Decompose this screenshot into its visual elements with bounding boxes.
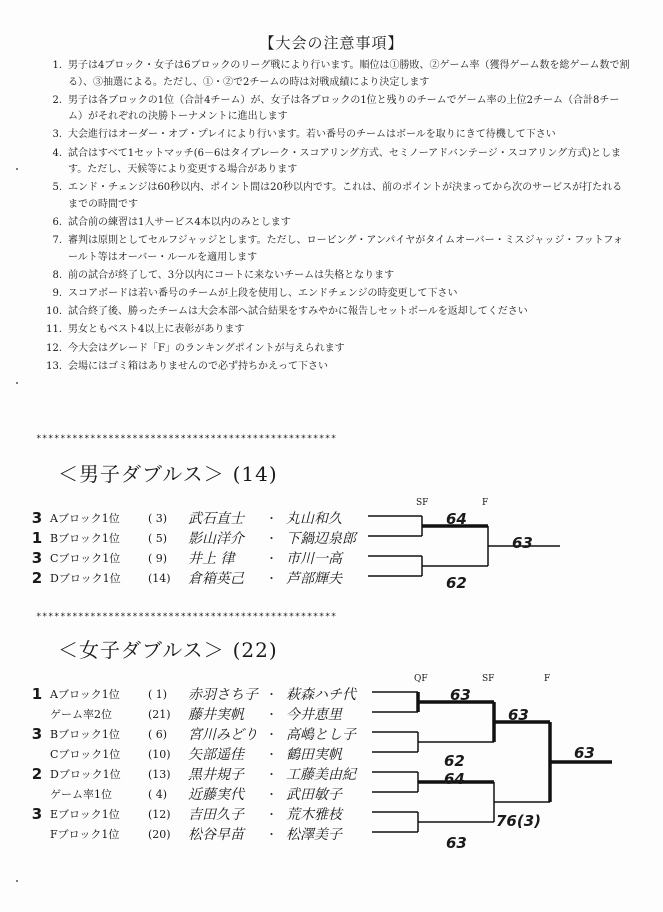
player-name: 下鍋辺泉郎 xyxy=(286,531,356,547)
match-score: 76(3) xyxy=(496,812,542,830)
player-name: 市川一高 xyxy=(286,551,342,567)
scan-speck xyxy=(16,880,18,882)
draw-number: (12) xyxy=(148,807,171,821)
notice-number: 4. xyxy=(52,147,62,159)
player-name: 工藤美由紀 xyxy=(286,767,356,783)
notice-text: 審判は原則としてセルフジャッジとします。ただし、ロービング・アンパイヤがタイムオーバー・ミスジャッジ・フットフォールト等はオーバー・ルールを適用します xyxy=(68,235,623,263)
match-score: 63 xyxy=(512,534,533,552)
match-score: 63 xyxy=(446,834,467,852)
round-label-qf: QF xyxy=(414,674,428,684)
notice-number: 6. xyxy=(52,216,62,228)
match-score: 62 xyxy=(446,574,467,592)
player-name: 鶴田実帆 xyxy=(286,747,342,763)
notice-text: エンド・チェンジは60秒以内、ポイント間は20秒以内です。これは、前のポイントが決まってから次のサービスが打たれるまでの時間です xyxy=(68,182,623,210)
notice-text: スコアボードは若い番号のチームが上段を使用し、エンドチェンジの時変更して下さい xyxy=(68,288,458,299)
seed-mark: 3 xyxy=(31,805,43,823)
mens-title-text: ＜男子ダブルス＞ xyxy=(58,462,225,486)
seed-mark: 2 xyxy=(31,569,43,587)
draw-number: (10) xyxy=(148,747,171,761)
match-score: 63 xyxy=(450,686,471,704)
draw-number: (14) xyxy=(148,571,171,585)
star-divider: ************************************************** xyxy=(36,612,337,622)
round-label-sf: SF xyxy=(482,674,495,684)
player-name: 武田敏子 xyxy=(286,787,342,803)
womens-entry-count: (22) xyxy=(232,638,278,662)
page-title: 【大会の注意事項】 xyxy=(259,34,404,52)
seed-mark: 3 xyxy=(31,509,43,527)
draw-number: ( 3) xyxy=(148,511,168,525)
notice-text: 今大会はグレード「F」のランキングポイントが与えられます xyxy=(68,342,345,354)
womens-title-text: ＜女子ダブルス＞ xyxy=(58,638,225,662)
round-label-sf: SF xyxy=(416,498,429,508)
match-score: 63 xyxy=(508,706,529,724)
block-label: Aブロック1位 xyxy=(50,512,120,525)
block-label: Aブロック1位 xyxy=(50,688,120,701)
player-name: 矢部遥佳 xyxy=(188,747,244,763)
notice-number: 2. xyxy=(52,94,62,106)
notice-text: 大会進行はオーダー・オブ・プレイにより行います。若い番号のチームはボールを取りにきて待機して下さい xyxy=(68,129,556,141)
draw-number: ( 6) xyxy=(148,727,168,741)
notice-number: 1. xyxy=(52,60,62,71)
block-label: Fブロック1位 xyxy=(50,828,120,841)
draw-number: ( 1) xyxy=(148,687,168,701)
block-label: Dブロック1位 xyxy=(50,572,121,585)
round-label-f: F xyxy=(544,674,551,684)
player-name: 赤羽さち子 xyxy=(188,687,258,703)
scan-speck xyxy=(16,168,18,170)
player-name: 吉田久子 xyxy=(188,807,244,823)
block-label: Cブロック1位 xyxy=(50,552,121,565)
match-score: 63 xyxy=(574,744,595,762)
draw-number: ( 5) xyxy=(148,531,168,545)
match-score: 62 xyxy=(444,752,465,770)
player-name: 藤井実帆 xyxy=(188,707,244,723)
star-divider: ************************************************** xyxy=(36,434,337,444)
draw-number: ( 4) xyxy=(148,787,168,801)
block-label: Bブロック1位 xyxy=(50,532,120,545)
notice-text: 前の試合が終了して、3分以内にコートに来ないチームは失格となります xyxy=(68,269,395,281)
player-name: 近藤実代 xyxy=(188,787,244,803)
notice-text: 男子は4ブロック・女子は6ブロックのリーグ戦により行います。順位は①勝敗、②ゲーム率（獲得ゲーム数を総ゲーム数で割る）、③抽選による。ただし、①・②で2チームの時は対戦成績により決定します xyxy=(68,60,630,88)
player-name: 萩森ハチ代 xyxy=(286,687,356,703)
notice-number: 3. xyxy=(52,129,62,141)
match-score: 64 xyxy=(444,770,465,788)
notice-number: 7. xyxy=(52,235,62,247)
notice-text: 試合終了後、勝ったチームは大会本部へ試合結果をすみやかに報告しセットボールを返却してください xyxy=(68,306,528,318)
block-label: Bブロック1位 xyxy=(50,728,120,741)
player-name: 黒井規子 xyxy=(188,767,244,783)
notice-number: 9. xyxy=(52,288,62,299)
seed-mark: 3 xyxy=(31,725,43,743)
seed-mark: 1 xyxy=(31,685,43,703)
block-label: Cブロック1位 xyxy=(50,748,121,761)
player-name: 芦部輝夫 xyxy=(286,571,342,587)
player-name: 井上 律 xyxy=(188,551,235,567)
block-label: ゲーム率2位 xyxy=(50,708,112,721)
notice-text: 男女ともベスト4以上に表彰があります xyxy=(68,324,245,336)
mens-entry-count: (14) xyxy=(232,462,278,486)
player-name: 荒木雅枝 xyxy=(286,807,342,823)
player-name: 松谷早苗 xyxy=(188,827,244,843)
notice-number: 8. xyxy=(52,269,62,281)
draw-number: (13) xyxy=(148,767,171,781)
block-label: ゲーム率1位 xyxy=(50,788,112,801)
player-name: 今井恵里 xyxy=(286,707,342,723)
notice-text: 試合はすべて1セットマッチ(6－6はタイブレーク・スコアリング方式、セミノーアドバンテージ・スコアリング方式)とします。ただし、天候等により変更する場合があります xyxy=(68,147,621,176)
player-name: 丸山和久 xyxy=(286,511,342,527)
player-name: 宮川みどり xyxy=(188,727,258,743)
player-name: 倉箱英己 xyxy=(188,571,244,587)
block-label: Eブロック1位 xyxy=(50,808,120,821)
notice-number: 5. xyxy=(52,182,62,194)
round-label-f: F xyxy=(482,498,489,508)
draw-number: (21) xyxy=(148,707,171,721)
notice-text: 試合前の練習は1人サービス4本以内のみとします xyxy=(68,216,291,228)
notice-number: 13. xyxy=(46,360,62,372)
player-name: 武石直士 xyxy=(188,511,244,527)
seed-mark: 2 xyxy=(31,765,43,783)
scan-speck xyxy=(16,382,18,384)
seed-mark: 1 xyxy=(31,529,43,547)
notice-text: 会場にはゴミ箱はありませんので必ず持ちかえって下さい xyxy=(68,360,328,372)
notice-text: 男子は各ブロックの1位（合計4チーム）が、女子は各ブロックの1位と残りのチームでゲーム率の上位2チーム（合計8チーム）がそれぞれの決勝トーナメントに進出します xyxy=(68,94,620,123)
block-label: Dブロック1位 xyxy=(50,768,121,781)
draw-number: (20) xyxy=(148,827,171,841)
draw-number: ( 9) xyxy=(148,551,168,565)
notice-number: 11. xyxy=(46,324,62,336)
notice-number: 10. xyxy=(46,306,62,318)
player-name: 影山洋介 xyxy=(188,531,244,547)
tournament-sheet: 【大会の注意事項】 1. 男子は4ブロック・女子は6ブロックのリーグ戦により行います。順位は①勝敗、②ゲーム率（獲得ゲーム数を総ゲーム数で割る）、③抽選による。ただし、①・②で2チームの時は対戦成績により決定します 2. 男子は各ブロックの1位（合計4チーム）が、女子は各ブロックの1位と残りのチームでゲーム率の上位2チーム（合計8チーム）がそれぞれの決勝トーナメントに進出します 3. 大会進行はオーダー・オブ・プレイにより行います。若い番号のチームはボールを取りにきて待機して下さい 4. 試合はすべて1セットマッチ(6－6はタイブレーク・スコアリング方式、セミノーアドバンテージ・スコアリング方式)とします。ただし、天候等により変更する場合があります 5. エンド・チェンジは60秒以内、ポイント間は20秒以内です。これは、前のポイントが決まってから次のサービスが打たれるまでの時間です 6. 試合前の練習は1人サービス4本以内のみとします 7. 審判は原則としてセルフジャッジとします。ただし、ロービング・アンパイヤがタイムオーバー・ミスジャッジ・フットフォールト等はオーバー・ルールを適用します 8. 前の試合が終了して、3分以内にコートに来ないチームは失格となります 9. スコアボードは若い番号のチームが上段を使用し、エンドチェンジの時変更して下さい 10. 試合終了後、勝ったチームは大会本部へ試合結果をすみやかに報告しセットボールを返却してください 11. 男女ともベスト4以上に表彰があります 12. 今大会はグレード「F」のランキングポイントが与えられます 13. 会場にはゴミ箱はありませんので必ず持ちかえって下さい ************************************************** ＜男子ダブルス＞ (14) 3 Aブロック1位 ( 3) 武石直士 ・ 丸山和久 1 Bブロック1位 ( 5) 影山洋介 ・ 下鍋辺泉郎 3 Cブロック1位 ( 9) 井上 律 ・ 市川一高 2 Dブロック1位 (14) 倉箱英己 ・ 芦部輝夫 ************************************************** ＜女子ダブルス＞ (22) 1 Aブロック1位 ( 1) 赤羽さち子 ・ 萩森ハチ代 ゲーム率2位 (21) 藤井実帆 ・ 今井恵里 3 Bブロック1位 ( 6) 宮川みどり ・ 高嶋とし子 Cブロック1位 (10) 矢部遥佳 ・ 鶴田実帆 2 Dブロック1位 (13) 黒井規子 ・ 工藤美由紀 ゲーム率1位 ( 4) 近藤実代 ・ 武田敏子 3 Eブロック1位 (12) 吉田久子 ・ 荒木雅枝 Fブロック1位 (20) 松谷早苗 ・ 松澤美子 SF F 64 62 63 QF SF F 63 62 64 63 63 76(3) 63 xyxy=(0,0,663,912)
notice-number: 12. xyxy=(46,342,62,354)
match-score: 64 xyxy=(446,510,467,528)
seed-mark: 3 xyxy=(31,549,43,567)
player-name: 高嶋とし子 xyxy=(286,727,356,743)
player-name: 松澤美子 xyxy=(286,827,342,843)
